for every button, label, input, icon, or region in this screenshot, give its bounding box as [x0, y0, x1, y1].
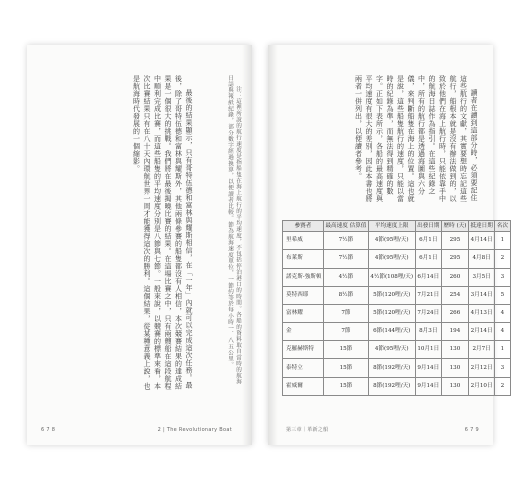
cell-avg-speed: 8節(192哩/天): [368, 377, 415, 395]
cell-entrant: 金: [283, 323, 324, 341]
cell-days: 194: [441, 323, 468, 341]
table-row: [283, 359, 511, 377]
table-header-row: [283, 221, 511, 232]
cell-arrive-date: 3月5日: [468, 268, 494, 286]
left-body-text: [42, 75, 194, 390]
cell-arrive-date: 2月7日: [468, 341, 494, 359]
header-entrant: 參賽者: [283, 221, 324, 232]
header-depart-date: 出發日期: [415, 221, 441, 232]
left-page-number: 6 7 8: [41, 427, 56, 433]
left-footnote-text: [198, 75, 242, 390]
cell-rank: 4: [495, 304, 510, 322]
left-page: [27, 45, 252, 445]
left-body-paragraph: 最後的結果顯示，只有哥特伍德和富林與耀斯相信，在「一年」內就可以完成這次任務。最後，除了哥特伍德和富林與耀斯外，其他兩條參賽的船隻都沒有人相信，本次競賽結果的達成結果是一個很大的挑戰。我們將在最後揭曉比賽的結果。在這場比賽之中，只有兩艘船在這段航程中順利完成比賽，而這些船隻的平均速度分別是八節與七節。一般來說，以競賽的標準來看，本次比賽結果只有在八十天內環航世界一周才能獲得這次的勝利。這個結果，從某種意義上說，也是航海時代發展的一個縮影。: [132, 75, 193, 390]
cell-depart-date: 7月24日: [415, 304, 441, 322]
cell-entrant: 霍威爾: [283, 377, 324, 395]
table-row: [283, 268, 511, 286]
cell-days: 295: [441, 250, 468, 268]
header-avg-speed: 平均速度上限: [368, 221, 415, 232]
cell-top-speed: 7½節: [323, 250, 368, 268]
cell-entrant: 克羅赫斯特: [283, 341, 324, 359]
cell-rank: 1: [495, 341, 510, 359]
right-page-number: 6 7 9: [464, 427, 479, 433]
table-row: [283, 250, 511, 268]
table-row: [283, 341, 511, 359]
cell-depart-date: 9月14日: [415, 359, 441, 377]
cell-top-speed: 4½節: [323, 268, 368, 286]
cell-rank: 2: [495, 377, 510, 395]
cell-top-speed: 7½節: [323, 232, 368, 250]
cell-days: 130: [441, 359, 468, 377]
right-body-text: [289, 75, 479, 205]
table-row: [283, 323, 511, 341]
cell-depart-date: 6月14日: [415, 268, 441, 286]
cell-top-speed: 8½節: [323, 286, 368, 304]
left-footnote-paragraph: 注：這裡所說的航行速度是指船隻在海上航行的平均速度，不包括停泊港口的時間。各船的資料取自當時的航海日誌與報紙紀錄，部分數字經過換算，以便讀者比較。節為航海速度單位，一節約等於每小時一．八五公里。: [227, 75, 241, 386]
cell-top-speed: 7節: [323, 323, 368, 341]
cell-rank: 3: [495, 359, 510, 377]
cell-arrive-date: 4月14日: [468, 232, 494, 250]
right-body-paragraph: 讀者在讀到這部分時，必須要記住這些航行的文獻，其實要想時忘記這些航行，船根本就是沒有辦法做到的，以致於他們在海上航行時，只能依靠手中的航海日誌作為指引。在這些紀錄之中，所有的航行都是透過海圖與六分儀，來判斷船隻在海上的位置。這也就是說，這些船隻航行的速度，只能以當時的紀錄為準，而無法得到精確的數字。正如下表所示，各船的最高速度與平均速度有很大的差別，因此本書也將兩者一併列出，以便讀者參考。: [354, 75, 478, 203]
cell-depart-date: 10月1日: [415, 341, 441, 359]
cell-avg-speed: 4節(95哩/天): [368, 341, 415, 359]
cell-rank: 1: [495, 232, 510, 250]
cell-entrant: 里希威: [283, 232, 324, 250]
cell-avg-speed: 5節(120哩/天): [368, 286, 415, 304]
cell-top-speed: 15節: [323, 359, 368, 377]
cell-rank: 3: [495, 268, 510, 286]
table-row: [283, 286, 511, 304]
cell-depart-date: 6月1日: [415, 250, 441, 268]
right-running-head: 第三章｜革新之船: [286, 427, 329, 433]
race-results-table: [282, 220, 511, 396]
cell-rank: 2: [495, 250, 510, 268]
cell-depart-date: 6月1日: [415, 232, 441, 250]
cell-entrant: 泰特立: [283, 359, 324, 377]
table-row: [283, 304, 511, 322]
header-arrive-date: 抵達日期: [468, 221, 494, 232]
cell-days: 295: [441, 232, 468, 250]
cell-days: 130: [441, 377, 468, 395]
cell-arrive-date: 4月8日: [468, 250, 494, 268]
cell-rank: 5: [495, 286, 510, 304]
cell-avg-speed: 4節(95哩/天): [368, 250, 415, 268]
cell-avg-speed: 6節(144哩/天): [368, 323, 415, 341]
cell-depart-date: 7月21日: [415, 286, 441, 304]
cell-avg-speed: 4½節(108哩/天): [368, 268, 415, 286]
cell-arrive-date: 4月13日: [468, 304, 494, 322]
cell-depart-date: 8月3日: [415, 323, 441, 341]
cell-entrant: 諾克斯-強斯頓: [283, 268, 324, 286]
cell-days: 260: [441, 268, 468, 286]
left-gutter-shadow: [242, 45, 252, 445]
header-days: 歷時 (天): [441, 221, 468, 232]
table-row: [283, 232, 511, 250]
cell-entrant: 莫特西耶: [283, 286, 324, 304]
cell-avg-speed: 5節(120哩/天): [368, 304, 415, 322]
cell-arrive-date: 2月12日: [468, 359, 494, 377]
cell-top-speed: 15節: [323, 377, 368, 395]
cell-top-speed: 7節: [323, 304, 368, 322]
cell-arrive-date: 2月14日: [468, 323, 494, 341]
right-gutter-shadow: [268, 45, 278, 445]
cell-entrant: 布萊斯: [283, 250, 324, 268]
header-top-speed: 最高速度 估算值: [323, 221, 368, 232]
table-row: [283, 377, 511, 395]
cell-avg-speed: 4節(95哩/天): [368, 232, 415, 250]
left-running-head: 2 | The Revolutionary Boat: [157, 427, 232, 433]
cell-days: 130: [441, 341, 468, 359]
cell-entrant: 富林耀: [283, 304, 324, 322]
cell-days: 266: [441, 304, 468, 322]
cell-avg-speed: 8節(192哩/天): [368, 359, 415, 377]
cell-rank: 4: [495, 323, 510, 341]
cell-arrive-date: 3月14日: [468, 286, 494, 304]
cell-depart-date: 9月14日: [415, 377, 441, 395]
cell-arrive-date: 2月10日: [468, 377, 494, 395]
header-rank: 名次: [495, 221, 510, 232]
right-page: [268, 45, 509, 445]
cell-top-speed: 15節: [323, 341, 368, 359]
cell-days: 254: [441, 286, 468, 304]
